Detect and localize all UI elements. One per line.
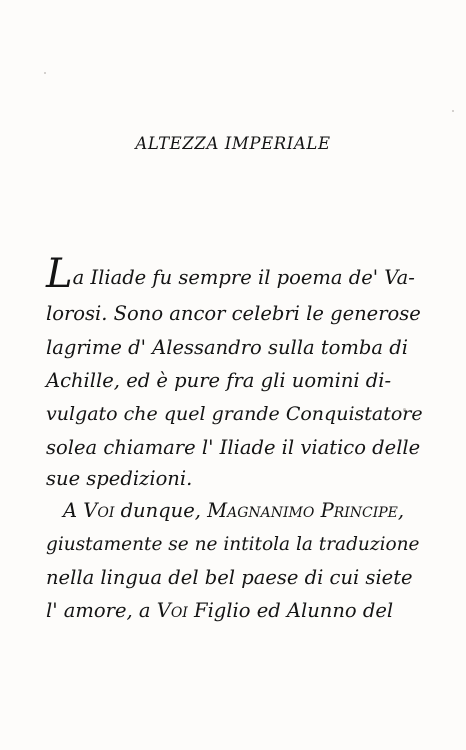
line-text: , bbox=[397, 499, 405, 522]
line-text: dunque, bbox=[114, 499, 208, 522]
text-line: Achille, ed è pure fra gli uomini di- bbox=[46, 369, 392, 392]
text-line: sue spedizioni. bbox=[46, 467, 193, 490]
line-text: A bbox=[63, 499, 84, 522]
text-line: lagrime d' Alessandro sulla tomba di bbox=[46, 336, 408, 359]
text-line bbox=[63, 499, 443, 523]
line-text: a Iliade fu sempre il poema de' Va- bbox=[72, 266, 415, 289]
paper-speck bbox=[452, 110, 454, 112]
drop-cap: L bbox=[46, 251, 73, 297]
page-heading: ALTEZZA IMPERIALE bbox=[135, 134, 331, 153]
line-text: l' amore, a bbox=[46, 599, 157, 622]
text-line: solea chiamare l' Iliade il viatico delle bbox=[46, 436, 421, 459]
small-caps-text: Magnanimo Principe bbox=[207, 499, 398, 522]
small-caps-text: Voi bbox=[83, 499, 115, 522]
text-line: vulgato che quel grande Conquistatore bbox=[46, 403, 423, 425]
text-line bbox=[46, 251, 426, 297]
line-text: Figlio ed Alunno del bbox=[187, 599, 394, 622]
text-line: giustamente se ne intitola la traduzione bbox=[46, 534, 420, 555]
paper-speck bbox=[44, 72, 46, 74]
small-caps-text: Voi bbox=[156, 599, 188, 622]
text-line: lorosi. Sono ancor celebri le generose bbox=[46, 302, 421, 325]
text-line: nella lingua del bel paese di cui siete bbox=[46, 566, 413, 589]
text-line bbox=[46, 599, 426, 623]
